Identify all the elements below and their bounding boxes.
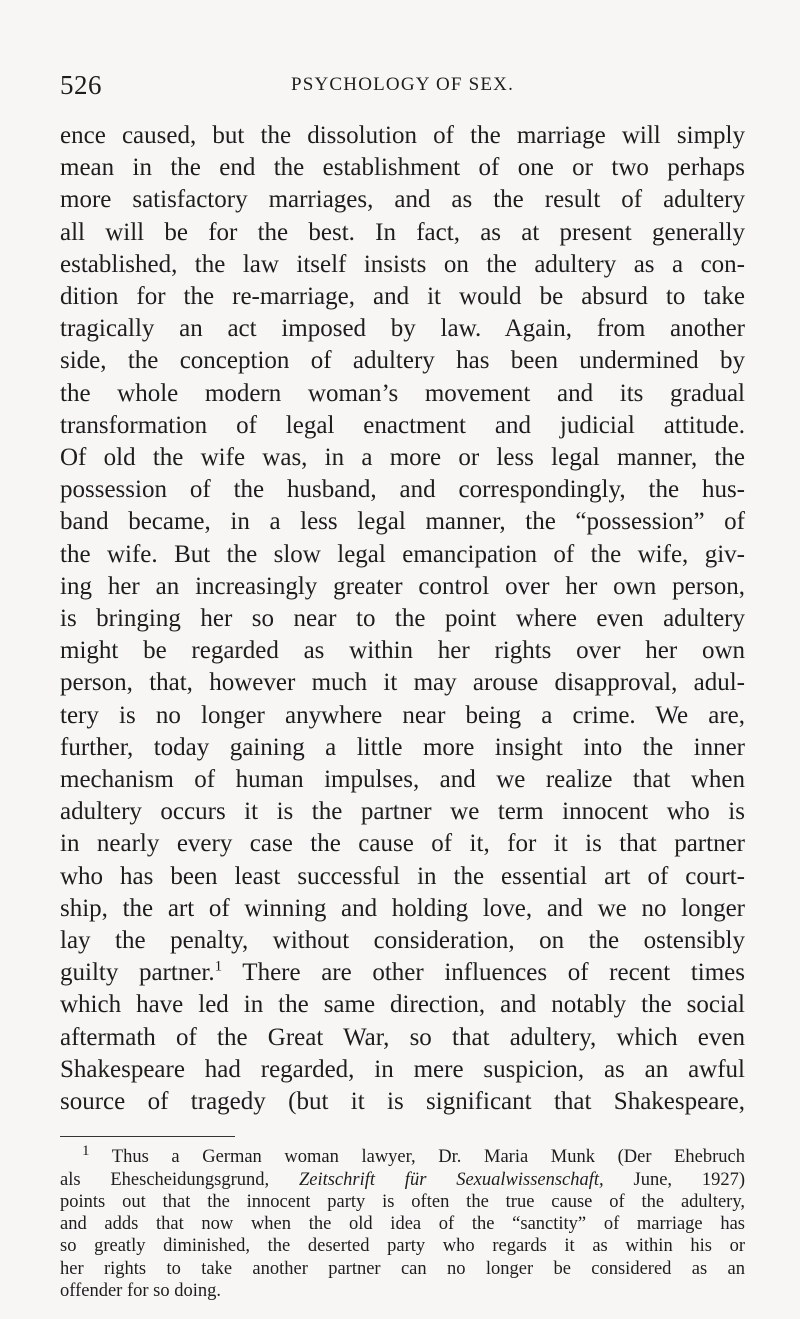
- text-line: dition for the re-marriage, and it would be absurd to take: [60, 283, 745, 311]
- footnote-line: so greatly diminished, the deserted party who regards it as within his or: [60, 1236, 745, 1257]
- footnote: [60, 1143, 746, 1302]
- text-line: side, the conception of adultery has been undermined by: [60, 347, 745, 375]
- text-line: mechanism of human impulses, and we realize that when: [60, 766, 745, 794]
- footnote-line: her rights to take another partner can no longer be considered as an: [60, 1258, 745, 1279]
- body-text: [60, 120, 745, 1118]
- text-line: Of old the wife was, in a more or less legal manner, the: [60, 444, 745, 472]
- text-line: more satisfactory marriages, and as the result of adultery: [60, 186, 745, 214]
- text-line: who has been least successful in the essential art of court-: [60, 862, 745, 890]
- text-line: in nearly every case the cause of it, for it is that partner: [60, 830, 745, 858]
- text-line: tragically an act imposed by law. Again, from another: [60, 315, 745, 343]
- footnote-line: [60, 1143, 745, 1168]
- text-line: established, the law itself insists on the adultery as a con-: [60, 250, 745, 278]
- text-line: the whole modern woman’s movement and its gradual: [60, 379, 745, 407]
- text-line: Shakespeare had regarded, in mere suspicion, as an awful: [60, 1055, 745, 1083]
- footnote-line: offender for so doing.: [60, 1281, 221, 1302]
- text-line: person, that, however much it may arouse disapproval, adul-: [60, 669, 745, 697]
- text-line: transformation of legal enactment and judicial attitude.: [60, 411, 745, 439]
- text-line: possession of the husband, and correspondingly, the hus-: [60, 476, 745, 504]
- text-line: ence caused, but the dissolution of the marriage will simply: [60, 122, 745, 149]
- footnote-line: and adds that now when the old idea of the “sanctity” of marriage has: [60, 1214, 745, 1235]
- page-number: 526: [60, 70, 102, 100]
- text-line: the wife. But the slow legal emancipation of the wife, giv-: [60, 540, 745, 568]
- text-line: which have led in the same direction, and notably the social: [60, 991, 745, 1019]
- journal-title: Zeitschrift für Sexualwissenschaft,: [298, 1169, 604, 1190]
- running-head: PSYCHOLOGY OF SEX.: [290, 74, 515, 95]
- text-line: lay the penalty, without consideration, on the ostensibly: [60, 927, 745, 955]
- text-line: might be regarded as within her rights over her own: [60, 637, 745, 665]
- text-line: further, today gaining a little more insight into the inner: [60, 733, 745, 761]
- text-line: is bringing her so near to the point where even adultery: [60, 605, 745, 633]
- text-line: aftermath of the Great War, so that adultery, which even: [60, 1023, 745, 1051]
- text-line: adultery occurs it is the partner we term innocent who is: [60, 798, 745, 826]
- book-page: [60, 70, 745, 1302]
- text-fragment: als Ehescheidungsgrund,: [60, 1169, 299, 1190]
- text-fragment: June, 1927): [603, 1169, 746, 1190]
- footnote-reference: 1: [214, 958, 223, 975]
- text-line: ing her an increasingly greater control over her own person,: [60, 572, 745, 600]
- text-fragment: There are other influences of recent times: [222, 959, 745, 987]
- text-fragment: guilty partner.: [60, 959, 215, 987]
- footnote-marker: 1: [82, 1143, 90, 1160]
- footnote-line: points out that the innocent party is often the true cause of the adultery,: [60, 1191, 745, 1212]
- text-line: source of tragedy (but it is significant that Shakespeare,: [60, 1088, 745, 1116]
- text-line: tery is no longer anywhere near being a crime. We are,: [60, 701, 745, 729]
- text-line-with-footnote-ref: [60, 957, 745, 989]
- text-line: band became, in a less legal manner, the “possession” of: [60, 508, 745, 536]
- footnote-line: [60, 1169, 745, 1191]
- text-fragment: Thus a German woman lawyer, Dr. Maria Munk (Der Ehebruch: [111, 1147, 745, 1168]
- footnote-divider: [60, 1136, 235, 1137]
- text-line: ship, the art of winning and holding love, and we no longer: [60, 894, 745, 922]
- text-line: mean in the end the establishment of one or two perhaps: [60, 154, 745, 182]
- text-line: all will be for the best. In fact, as at present generally: [60, 218, 745, 246]
- page-header: [60, 70, 745, 110]
